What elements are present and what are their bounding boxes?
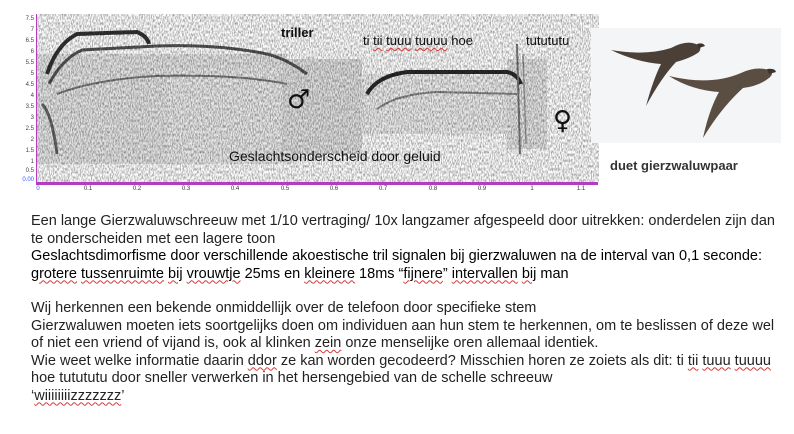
- text-run: onze menselijke oren allemaal identiek.: [341, 335, 599, 351]
- text-run: ’: [121, 387, 125, 404]
- y-tick: 5: [30, 71, 34, 77]
- text-run: 18ms “: [355, 265, 404, 282]
- paragraph-scream: [31, 388, 781, 406]
- y-tick: 4.5: [25, 82, 34, 88]
- syllable: ti: [363, 33, 370, 48]
- y-tick: 1.5: [25, 148, 34, 154]
- text-run: tuuu: [702, 352, 731, 369]
- y-tick: 3: [30, 115, 34, 121]
- x-tick: 0.2: [132, 186, 142, 192]
- swift-photo: [591, 28, 781, 143]
- x-tick: 1: [530, 186, 534, 192]
- y-tick: 0.5: [25, 168, 34, 174]
- text-run: tuuuu: [734, 352, 771, 369]
- paragraph-phone: Wij herkennen een bekende onmiddellijk over de telefoon door specifieke stem: [31, 300, 537, 316]
- x-tick: 0.5: [280, 186, 290, 192]
- body-text: [31, 213, 781, 405]
- syllable: hoe: [451, 33, 473, 48]
- x-tick: 0.3: [181, 186, 191, 192]
- x-tick: 0.4: [230, 186, 240, 192]
- label-tutututu: tutututu: [526, 33, 570, 48]
- y-tick: 6: [30, 49, 34, 55]
- text-run: Gierzwaluwen moeten iets soortgelijks doen om individuen aan hun stem te herkennen, om te beslissen of deze wel of niet een vriend of vijand is, ook al klinken: [31, 317, 775, 351]
- photo-caption: duet gierzwaluwpaar: [610, 158, 738, 173]
- label-syllables: [363, 33, 473, 48]
- y-tick: 6.5: [25, 38, 34, 44]
- paragraph-recognition: [31, 318, 781, 353]
- text-run: man: [536, 265, 569, 282]
- x-tick: 0.7: [378, 186, 388, 192]
- x-axis: [36, 182, 598, 185]
- text-run: tii: [687, 352, 699, 369]
- x-tick: 1.1: [576, 186, 586, 192]
- y-tick: 5.5: [25, 60, 34, 66]
- y-tick: 4: [30, 93, 34, 99]
- y-tick: 7: [30, 27, 34, 33]
- y-tick: 7.5: [25, 16, 34, 22]
- text-run: ze kan worden gecodeerd? Misschien horen ze zoiets als dit: ti: [276, 352, 688, 369]
- female-symbol-icon: ♀: [553, 106, 573, 136]
- text-run: ‘: [31, 387, 35, 404]
- y-tick: 2.5: [25, 126, 34, 132]
- text-run: 25ms en: [240, 265, 305, 282]
- text-run: intervallen: [451, 265, 518, 282]
- text-run: vrouwtje: [186, 265, 241, 282]
- male-symbol-icon: ♂: [287, 85, 311, 115]
- text-run: bij: [521, 265, 537, 282]
- syllable: tii: [373, 33, 383, 48]
- spectrogram-figure: [0, 0, 600, 200]
- text-run: zein: [314, 335, 342, 351]
- paragraph-dimorphism: [31, 248, 781, 283]
- x-tick: 0.8: [428, 186, 438, 192]
- y-tick: 2: [30, 137, 34, 143]
- text-run: ddor: [247, 352, 277, 369]
- text-run: Wie weet welke informatie daarin: [31, 352, 248, 369]
- text-run: ”: [442, 265, 452, 282]
- text-run: bij: [168, 265, 183, 282]
- x-tick: 0: [36, 186, 40, 192]
- text-run: Geslachtsdimorfisme door verschillende akoestische tril signalen bij gierzwaluwen na de interval van 0,1 seconde:: [31, 248, 763, 264]
- text-run: grotere: [31, 265, 77, 282]
- paragraph-encoding: [31, 353, 781, 388]
- x-tick: 0.9: [477, 186, 487, 192]
- text-run: kleinere: [304, 265, 356, 282]
- spectrogram-caption: Geslachtsonderscheid door geluid: [229, 148, 441, 164]
- y-tick: 0.00: [22, 177, 34, 183]
- text-run: wiiiiiiiizzzzzzz: [34, 387, 122, 404]
- text-run: tussenruimte: [80, 265, 164, 282]
- label-triller: triller: [281, 25, 314, 40]
- y-tick: 1: [30, 159, 34, 165]
- x-tick: 0.1: [83, 186, 93, 192]
- swift-pair-image: [591, 28, 781, 143]
- text-run: fijnere: [403, 265, 443, 282]
- syllable: tuuuu: [415, 33, 448, 48]
- text-run: hoe tutututu door sneller verwerken in het hersengebied van de schelle schreeuw: [31, 370, 553, 386]
- paragraph-intro: Een lange Gierzwaluwschreeuw met 1/10 vertraging/ 10x langzamer afgespeeld door uitrekken: onderdelen zijn dan te onderscheiden met een lagere toon: [31, 213, 775, 247]
- syllable: tuuu: [386, 33, 412, 48]
- y-tick: 3.5: [25, 104, 34, 110]
- blank-line: [31, 283, 781, 300]
- x-tick: 0.6: [329, 186, 339, 192]
